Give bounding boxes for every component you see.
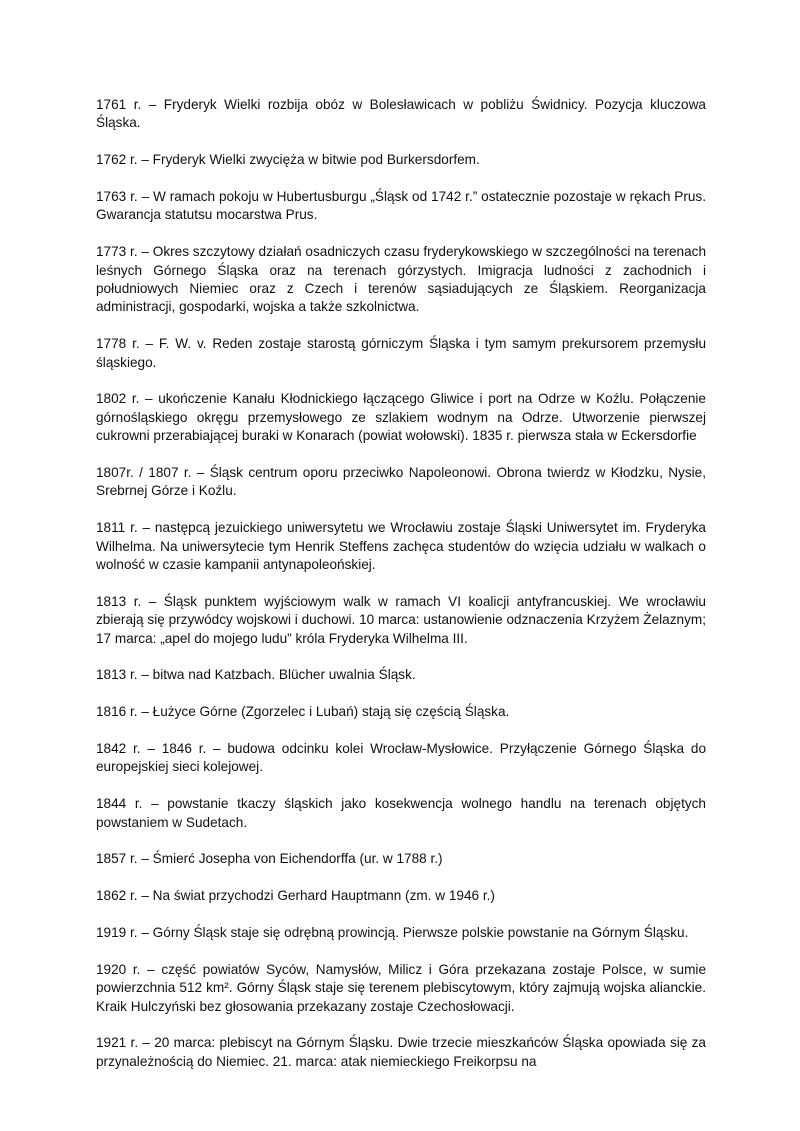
timeline-entry-1919: 1919 r. – Górny Śląsk staje się odrębną prowincją. Pierwsze polskie powstanie na Górnym Śląsku. — [96, 925, 689, 941]
timeline-entry-1816: 1816 r. – Łużyce Górne (Zgorzelec i Lubań) stają się częścią Śląska. — [96, 704, 510, 720]
timeline-entry-1763: 1763 r. – W ramach pokoju w Hubertusburgu „Śląsk od 1742 r.” ostatecznie pozostaje w rękach Prus. Gwarancja statutsu mocarstwa Prus. — [96, 189, 706, 223]
timeline-entry-1920: 1920 r. – część powiatów Syców, Namysłów, Milicz i Góra przekazana zostaje Polsce, w sumie powierzchnia 512 km². Górny Śląsk staje się terenem plebiscytowym, który zajmują wojska alianckie. Kraik Hulczyński bez głosowania przekazany zostaje Czechosłowacji. — [96, 961, 706, 1014]
timeline-entry-1862: 1862 r. – Na świat przychodzi Gerhard Hauptmann (zm. w 1946 r.) — [96, 888, 495, 904]
timeline-entry-1842: 1842 r. – 1846 r. – budowa odcinku kolei Wrocław-Mysłowice. Przyłączenie Górnego Śląska do europejskiej sieci kolejowej. — [96, 741, 706, 775]
timeline-entry-1762: 1762 r. – Fryderyk Wielki zwycięża w bitwie pod Burkersdorfem. — [96, 152, 480, 168]
timeline-entry-1857: 1857 r. – Śmierć Josepha von Eichendorffa (ur. w 1788 r.) — [96, 851, 443, 867]
timeline-entry-1761: 1761 r. – Fryderyk Wielki rozbija obóz w Bolesławicach w pobliżu Świdnicy. Pozycja kluczowa Śląska. — [96, 97, 706, 131]
timeline-entry-1813a: 1813 r. – Śląsk punktem wyjściowym walk w ramach VI koalicji antyfrancuskiej. We wrocławiu zbierają się przywódcy wojskowi i duchowi. 10 marca: ustanowienie odznaczenia Krzyżem Żelaznym; 17 marca: „apel do mojego ludu” króla Fryderyka Wilhelma III. — [96, 593, 706, 646]
timeline-entry-1807: 1807r. / 1807 r. – Śląsk centrum oporu przeciwko Napoleonowi. Obrona twierdz w Kłodzku, Nysie, Srebrnej Górze i Koźlu. — [96, 465, 706, 499]
timeline-entry-1778: 1778 r. – F. W. v. Reden zostaje starostą górniczym Śląska i tym samym prekursorem przemysłu śląskiego. — [96, 336, 706, 370]
timeline-entry-1813b: 1813 r. – bitwa nad Katzbach. Blücher uwalnia Śląsk. — [96, 667, 416, 683]
timeline-entry-1811: 1811 r. – następcą jezuickiego uniwersytetu we Wrocławiu zostaje Śląski Uniwersytet im. Fryderyka Wilhelma. Na uniwersytecie tym Henrik Steffens zachęca studentów do wzięcia udziału w walkach o wolność w czasie kampanii antynapoleońskiej. — [96, 520, 706, 573]
document-body — [96, 96, 706, 1090]
timeline-entry-1921: 1921 r. – 20 marca: plebiscyt na Górnym Śląsku. Dwie trzecie mieszkańców Śląska opowiada się za przynależnością do Niemiec. 21. marca: atak niemieckiego Freikorpsu na — [96, 1035, 706, 1069]
timeline-entry-1773: 1773 r. – Okres szczytowy działań osadniczych czasu fryderykowskiego w szczególności na terenach leśnych Górnego Śląska oraz na terenach górzystych. Imigracja ludności z zachodnich i południowych Niemiec oraz z Czech i terenów sąsiadujących ze Śląskiem. Reorganizacja administracji, gospodarki, wojska a także szkolnictwa. — [96, 244, 706, 315]
timeline-entry-1802: 1802 r. – ukończenie Kanału Kłodnickiego łączącego Gliwice i port na Odrze w Koźlu. Połączenie górnośląskiego okręgu przemysłowego ze szlakiem wodnym na Odrze. Utworzenie pierwszej cukrowni przerabiającej buraki w Konarach (powiat wołowski). 1835 r. pierwsza stała w Eckersdorfie — [96, 391, 706, 444]
timeline-entry-1844: 1844 r. – powstanie tkaczy śląskich jako kosekwencja wolnego handlu na terenach objętych powstaniem w Sudetach. — [96, 796, 706, 830]
